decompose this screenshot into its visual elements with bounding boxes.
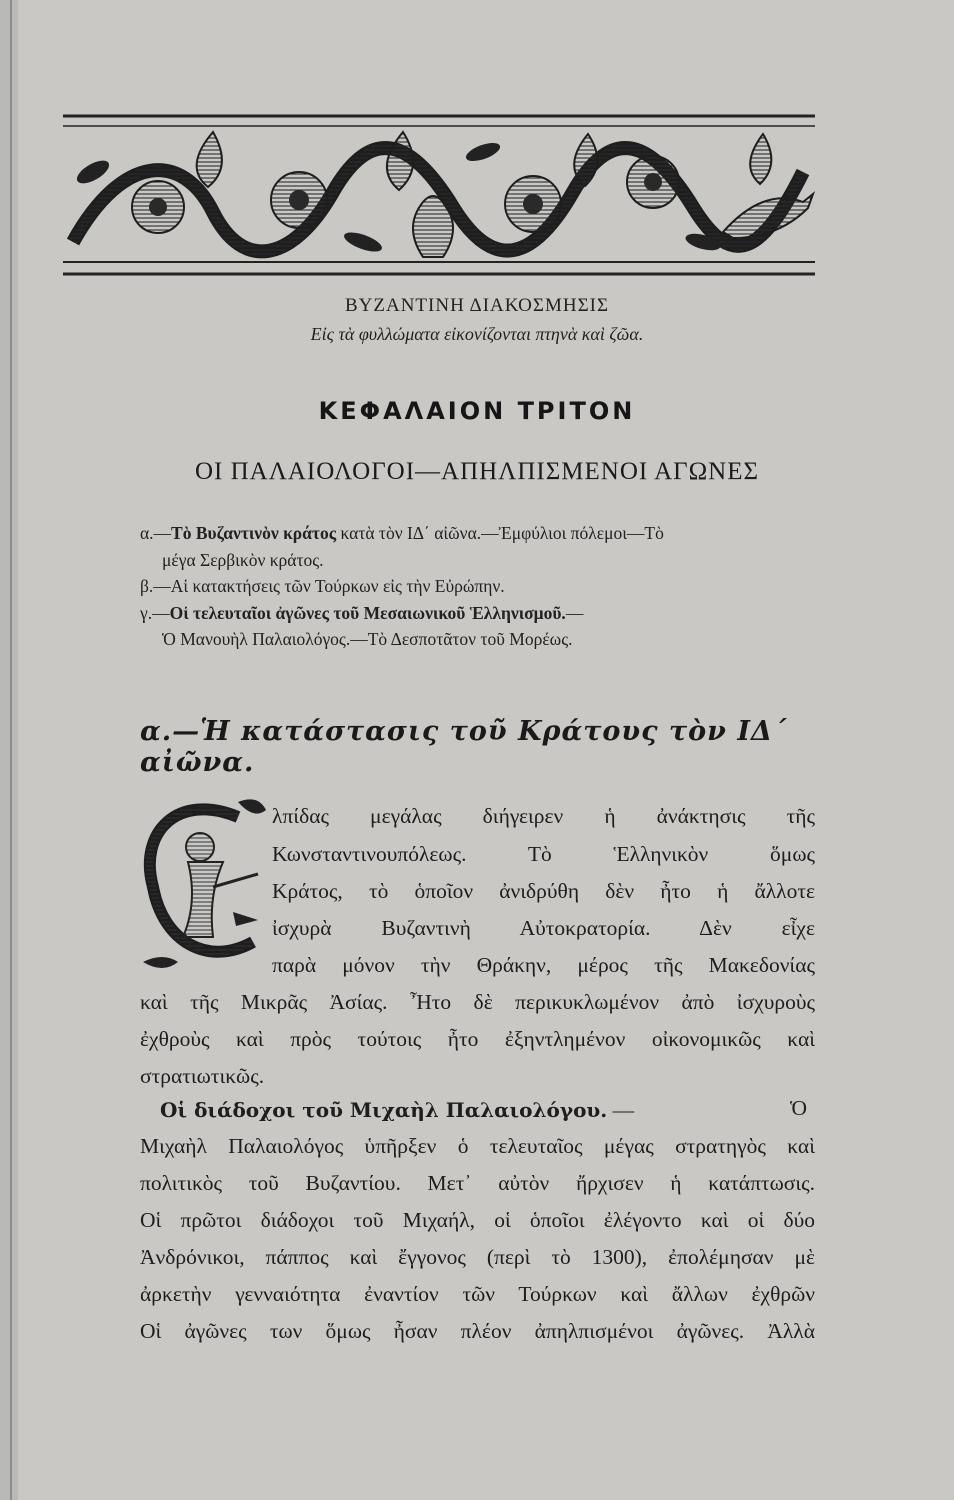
body-text-line: ἰσχυρὰ Βυζαντινὴ Αὐτοκρατορία. Δὲν εἶχε bbox=[272, 916, 815, 940]
summary-bold: Τὸ Βυζαντινὸν κράτος bbox=[171, 523, 337, 543]
summary-line bbox=[140, 626, 820, 653]
summary-text: Αἱ κατακτήσεις τῶν Τούρκων εἰς τὴν Εὐρώπην. bbox=[170, 576, 505, 596]
summary-text: μέγα Σερβικὸν κράτος. bbox=[162, 549, 324, 570]
chapter-summary bbox=[140, 520, 820, 653]
summary-line bbox=[140, 600, 820, 627]
subsection-heading: Οἱ διάδοχοι τοῦ Μιχαὴλ Παλαιολόγου. bbox=[160, 1098, 608, 1122]
body-text-line: λπίδας μεγάλας διήγειρεν ἡ ἀνάκτησις τῆς bbox=[272, 804, 815, 828]
summary-line bbox=[140, 547, 820, 574]
decorated-initial-illustration bbox=[138, 792, 268, 977]
summary-line bbox=[140, 573, 820, 600]
summary-text: Ὁ Μανουὴλ Παλαιολόγος.—Τὸ Δεσποτᾶτον τοῦ Μορέως. bbox=[162, 629, 573, 649]
body-text-line: παρὰ μόνον τὴν Θράκην, μέρος τῆς Μακεδονίας bbox=[272, 953, 815, 977]
summary-marker: β.— bbox=[140, 576, 171, 596]
body-text-line: καὶ τῆς Μικρᾶς Ἀσίας. Ἦτο δὲ περικυκλωμένον ἀπὸ ἰσχυροὺς bbox=[140, 990, 815, 1014]
chapter-subtitle: ΟΙ ΠΑΛΑΙΟΛΟΓΟΙ—ΑΠΗΛΠΙΣΜΕΝΟΙ ΑΓΩΝΕΣ bbox=[194, 458, 760, 485]
body-text-line: Κράτος, τὸ ὁποῖον ἀνιδρύθη δὲν ἦτο ἡ ἄλλοτε bbox=[272, 879, 815, 903]
body-text-line: ἀρκετὴν γενναιότητα ἐναντίον τῶν Τούρκων καὶ ἄλλων ἐχθρῶν bbox=[140, 1282, 815, 1306]
byzantine-ornament-illustration bbox=[63, 112, 815, 280]
illustration-caption-description: Εἰς τὰ φυλλώματα εἰκονίζονται πτηνὰ καὶ ζῶα. bbox=[310, 324, 644, 344]
body-text-line: Ἀνδρόνικοι, πάππος καὶ ἔγγονος (περὶ τὸ 1300), ἐπολέμησαν μὲ bbox=[140, 1245, 815, 1269]
section-heading: α.—Ἡ κατάστασις τοῦ Κράτους τὸν ΙΔ΄ αἰῶνα. bbox=[140, 716, 788, 778]
body-text-line: στρατιωτικῶς. bbox=[140, 1064, 265, 1088]
chapter-title: ΚΕΦΑΛΑΙΟΝ ΤΡΙΤΟΝ bbox=[318, 397, 636, 425]
body-text-line: Οἱ πρῶτοι διάδοχοι τοῦ Μιχαήλ, οἱ ὁποῖοι ἐλέγοντο καὶ οἱ δύο bbox=[140, 1208, 815, 1232]
body-text-line: Οἱ ἀγῶνες των ὅμως ἦσαν πλέον ἀπηλπισμένοι ἀγῶνες. Ἀλλὰ bbox=[140, 1319, 815, 1343]
summary-marker: γ.— bbox=[140, 602, 170, 623]
body-text-line: πολιτικὸς τοῦ Βυζαντίου. Μετ᾽ αὐτὸν ἤρχισεν ἡ κατάπτωσις. bbox=[140, 1171, 815, 1195]
summary-bold: Οἱ τελευταῖοι ἀγῶνες τοῦ Μεσαιωνικοῦ Ἑλληνισμοῦ. bbox=[169, 602, 566, 623]
page-edge-shadow bbox=[10, 0, 12, 1500]
body-text-line: ἐχθροὺς καὶ πρὸς τούτοις ἦτο ἐξηντλημένον οἰκονομικῶς καὶ bbox=[140, 1027, 815, 1051]
summary-text: κατὰ τὸν ΙΔ΄ αἰῶνα.—Ἐμφύλιοι πόλεμοι—Τὸ bbox=[336, 523, 664, 543]
summary-marker: α.— bbox=[140, 523, 172, 543]
paragraph-lead-word: Ὁ bbox=[790, 1096, 808, 1120]
summary-line bbox=[140, 520, 820, 547]
subsection-heading-line bbox=[160, 1098, 815, 1123]
illustration-caption-title: ΒΥΖΑΝΤΙΝΗ ΔΙΑΚΟΣΜΗΣΙΣ bbox=[344, 295, 610, 316]
body-text-line: Κωνσταντινουπόλεως. Τὸ Ἑλληνικὸν ὅμως bbox=[272, 842, 815, 866]
summary-text: — bbox=[565, 602, 584, 623]
subsection-dash: — bbox=[612, 1098, 635, 1122]
body-text-line: Μιχαὴλ Παλαιολόγος ὑπῆρξεν ὁ τελευταῖος μέγας στρατηγὸς καὶ bbox=[140, 1134, 815, 1158]
